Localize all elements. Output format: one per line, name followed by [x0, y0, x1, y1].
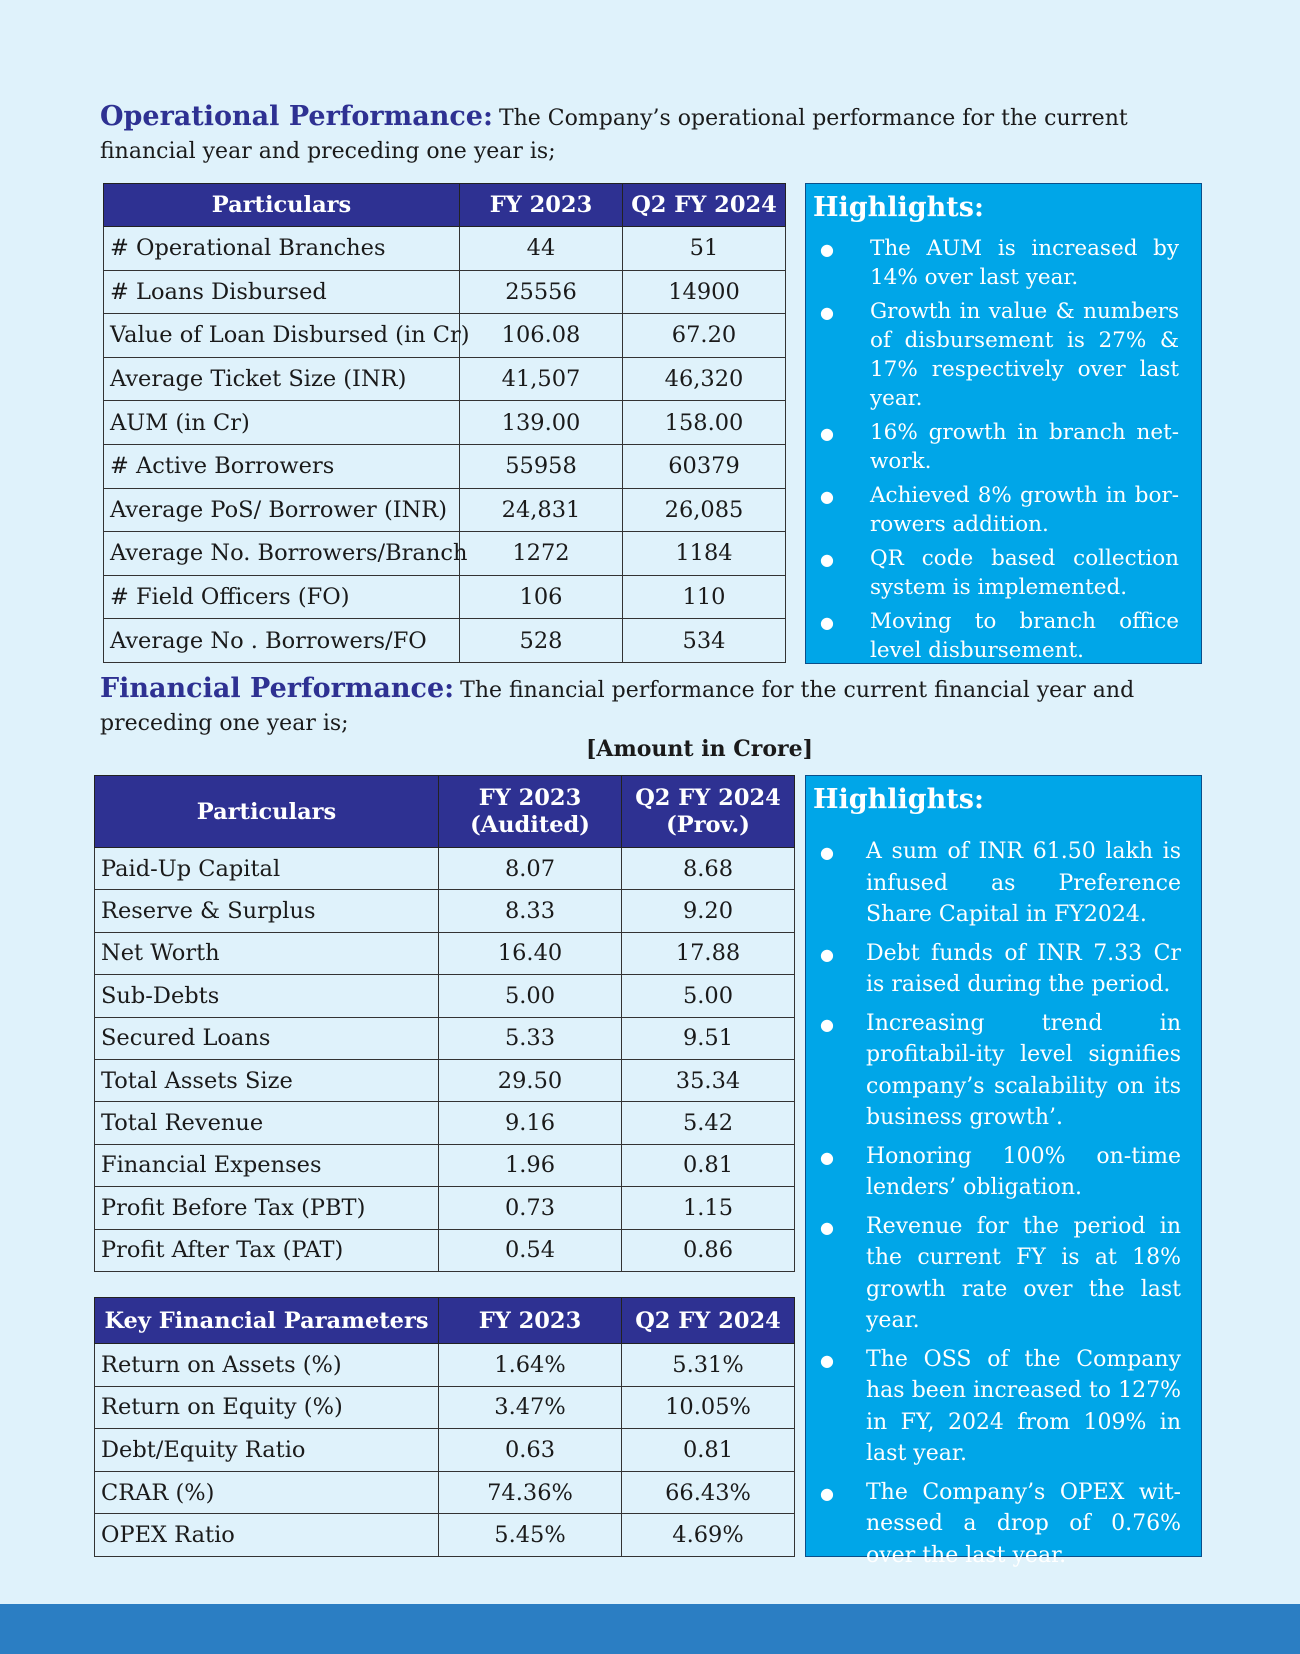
bullet-icon: ●	[820, 487, 834, 506]
q2fy2024-value: 5.31%	[622, 1344, 795, 1387]
operational-intro-text: The Company’s operational performance for the current financial year and preceding one year is;	[100, 106, 1128, 164]
financial-table	[94, 775, 795, 1272]
q2fy2024-value: 46,320	[623, 357, 786, 401]
financial-highlights-box	[805, 775, 1202, 1568]
fy2023-value: 528	[460, 619, 623, 663]
header-fy2023: FY 2023	[478, 784, 582, 811]
highlight-text: Revenue for the period in the current FY is at 18% growth rate over the last year.	[866, 1213, 1181, 1333]
header-fy2023: FY 2023	[439, 1298, 622, 1344]
q2fy2024-value: 534	[623, 619, 786, 663]
row-label: Profit Before Tax (PBT)	[95, 1187, 439, 1229]
table-row	[95, 1429, 795, 1472]
fy2023-value: 44	[460, 227, 623, 271]
highlight-text: Increasing trend in profitabil-ity level signifies company’s scalability on its business growth’.	[866, 1010, 1181, 1130]
q2fy2024-value: 0.81	[622, 1144, 795, 1186]
fy2023-value: 0.54	[439, 1229, 622, 1271]
bullet-icon: ●	[820, 1483, 834, 1503]
operational-highlights-list	[806, 234, 1201, 670]
row-label: OPEX Ratio	[95, 1514, 439, 1557]
header-audited: (Audited)	[470, 811, 590, 838]
row-label: # Field Officers (FO)	[104, 575, 460, 619]
table-row	[104, 575, 786, 619]
bullet-icon: ●	[820, 1147, 834, 1167]
operational-intro	[100, 100, 1208, 168]
q2fy2024-value: 66.43%	[622, 1471, 795, 1514]
fy2023-value: 29.50	[439, 1059, 622, 1101]
fy2023-value: 106	[460, 575, 623, 619]
fy2023-value: 0.73	[439, 1187, 622, 1229]
q2fy2024-value: 9.51	[622, 1017, 795, 1059]
table-row	[104, 532, 786, 576]
bullet-icon: ●	[820, 944, 834, 964]
header-fy2023-audited	[439, 776, 622, 848]
highlight-item	[806, 607, 1201, 665]
q2fy2024-value: 158.00	[623, 401, 786, 445]
financial-intro-text: The financial performance for the current financial year and preceding one year is;	[100, 678, 1135, 736]
header-q2fy2024: Q2 FY 2024	[635, 784, 781, 811]
bullet-icon: ●	[820, 1350, 834, 1370]
q2fy2024-value: 35.34	[622, 1059, 795, 1101]
q2fy2024-value: 60379	[623, 444, 786, 488]
fy2023-value: 74.36%	[439, 1471, 622, 1514]
row-label: Total Revenue	[95, 1102, 439, 1144]
q2fy2024-value: 1184	[623, 532, 786, 576]
highlight-item	[806, 1211, 1201, 1337]
fy2023-value: 16.40	[439, 932, 622, 974]
footer-bar	[0, 1604, 1300, 1654]
fy2023-value: 3.47%	[439, 1386, 622, 1429]
financial-intro	[100, 672, 1208, 740]
table-row	[95, 1229, 795, 1271]
highlight-item	[806, 1141, 1201, 1204]
financial-highlights-title: Highlights:	[813, 784, 984, 815]
table-row	[95, 1144, 795, 1186]
bullet-icon: ●	[820, 1014, 834, 1034]
financial-title: Financial Performance:	[100, 673, 455, 704]
table-row	[95, 1059, 795, 1101]
fy2023-value: 106.08	[460, 314, 623, 358]
q2fy2024-value: 110	[623, 575, 786, 619]
row-label: Value of Loan Disbursed (in Cr)	[104, 314, 460, 358]
row-label: Average PoS/ Borrower (INR)	[104, 488, 460, 532]
q2fy2024-value: 1.15	[622, 1187, 795, 1229]
operational-table	[103, 183, 786, 663]
highlight-text: QR code based collection system is implemented.	[870, 546, 1179, 600]
bullet-icon: ●	[820, 613, 834, 632]
operational-highlights-title: Highlights:	[813, 192, 984, 223]
fy2023-value: 24,831	[460, 488, 623, 532]
table-row	[104, 314, 786, 358]
table-row	[95, 1017, 795, 1059]
highlight-item	[806, 418, 1201, 476]
q2fy2024-value: 0.81	[622, 1429, 795, 1472]
header-q2fy2024: Q2 FY 2024	[623, 184, 786, 227]
amount-note: [Amount in Crore]	[586, 736, 814, 762]
fy2023-value: 55958	[460, 444, 623, 488]
row-label: Reserve & Surplus	[95, 890, 439, 932]
bullet-icon: ●	[820, 240, 834, 259]
highlight-text: Growth in value & numbers of disbursement is 27% & 17% respectively over last year.	[870, 299, 1179, 411]
q2fy2024-value: 67.20	[623, 314, 786, 358]
row-label: Financial Expenses	[95, 1144, 439, 1186]
header-prov: (Prov.)	[666, 811, 750, 838]
highlight-item	[806, 1477, 1201, 1572]
bullet-icon: ●	[820, 303, 834, 322]
row-label: # Operational Branches	[104, 227, 460, 271]
table-row	[95, 1102, 795, 1144]
financial-highlights-list	[806, 836, 1201, 1578]
highlight-item	[806, 1008, 1201, 1134]
row-label: # Loans Disbursed	[104, 270, 460, 314]
table-row	[95, 1386, 795, 1429]
highlight-item	[806, 938, 1201, 1001]
header-particulars: Particulars	[95, 776, 439, 848]
row-label: Paid-Up Capital	[95, 848, 439, 890]
q2fy2024-value: 0.86	[622, 1229, 795, 1271]
highlight-item	[806, 481, 1201, 539]
table-row	[95, 932, 795, 974]
header-q2fy2024: Q2 FY 2024	[622, 1298, 795, 1344]
table-row	[95, 1514, 795, 1557]
key-parameters-table	[94, 1297, 795, 1557]
highlight-text: A sum of INR 61.50 lakh is infused as Preference Share Capital in FY2024.	[866, 839, 1181, 927]
highlight-text: The OSS of the Company has been increased to 127% in FY, 2024 from 109% in last year.	[866, 1346, 1181, 1466]
fy2023-value: 25556	[460, 270, 623, 314]
table-header-row	[95, 776, 795, 848]
q2fy2024-value: 9.20	[622, 890, 795, 932]
table-row	[104, 227, 786, 271]
table-row	[104, 488, 786, 532]
highlight-text: Debt funds of INR 7.33 Cr is raised during the period.	[866, 940, 1181, 997]
table-header-row	[95, 1298, 795, 1344]
fy2023-value: 5.33	[439, 1017, 622, 1059]
table-header-row	[104, 184, 786, 227]
row-label: Average No . Borrowers/FO	[104, 619, 460, 663]
table-row	[95, 1471, 795, 1514]
header-particulars: Particulars	[104, 184, 460, 227]
bullet-icon: ●	[820, 550, 834, 569]
highlight-text: 16% growth in branch net-work.	[870, 420, 1179, 474]
highlight-item	[806, 836, 1201, 931]
q2fy2024-value: 8.68	[622, 848, 795, 890]
fy2023-value: 5.45%	[439, 1514, 622, 1557]
row-label: # Active Borrowers	[104, 444, 460, 488]
fy2023-value: 41,507	[460, 357, 623, 401]
highlight-item	[806, 1344, 1201, 1470]
header-fy2023: FY 2023	[460, 184, 623, 227]
highlight-item	[806, 234, 1201, 292]
q2fy2024-value: 10.05%	[622, 1386, 795, 1429]
bullet-icon: ●	[820, 424, 834, 443]
row-label: Average Ticket Size (INR)	[104, 357, 460, 401]
table-row	[95, 975, 795, 1017]
row-label: Sub-Debts	[95, 975, 439, 1017]
header-key-parameters: Key Financial Parameters	[95, 1298, 439, 1344]
table-row	[104, 401, 786, 445]
table-row	[95, 1187, 795, 1229]
row-label: Secured Loans	[95, 1017, 439, 1059]
table-row	[104, 357, 786, 401]
row-label: Net Worth	[95, 932, 439, 974]
row-label: Total Assets Size	[95, 1059, 439, 1101]
row-label: AUM (in Cr)	[104, 401, 460, 445]
table-row	[104, 619, 786, 663]
highlight-item	[806, 297, 1201, 413]
q2fy2024-value: 17.88	[622, 932, 795, 974]
fy2023-value: 8.07	[439, 848, 622, 890]
table-row	[104, 444, 786, 488]
highlight-text: Moving to branch office level disbursement.	[870, 609, 1179, 663]
row-label: Average No. Borrowers/Branch	[104, 532, 460, 576]
highlight-text: Achieved 8% growth in bor-rowers addition.	[870, 483, 1179, 537]
bullet-icon: ●	[820, 843, 834, 862]
row-label: CRAR (%)	[95, 1471, 439, 1514]
operational-highlights-box	[805, 183, 1202, 664]
q2fy2024-value: 26,085	[623, 488, 786, 532]
table-row	[104, 270, 786, 314]
table-row	[95, 890, 795, 932]
table-row	[95, 848, 795, 890]
q2fy2024-value: 51	[623, 227, 786, 271]
fy2023-value: 9.16	[439, 1102, 622, 1144]
fy2023-value: 5.00	[439, 975, 622, 1017]
table-row	[95, 1344, 795, 1387]
fy2023-value: 1.96	[439, 1144, 622, 1186]
row-label: Return on Assets (%)	[95, 1344, 439, 1387]
header-q2fy2024-prov	[622, 776, 795, 848]
fy2023-value: 0.63	[439, 1429, 622, 1472]
bullet-icon: ●	[820, 1217, 834, 1237]
fy2023-value: 1.64%	[439, 1344, 622, 1387]
highlight-text: The Company’s OPEX wit-nessed a drop of 0.76% over the last year.	[866, 1479, 1181, 1568]
q2fy2024-value: 14900	[623, 270, 786, 314]
highlight-item	[806, 544, 1201, 602]
operational-title: Operational Performance:	[100, 101, 493, 132]
row-label: Profit After Tax (PAT)	[95, 1229, 439, 1271]
fy2023-value: 1272	[460, 532, 623, 576]
fy2023-value: 139.00	[460, 401, 623, 445]
q2fy2024-value: 5.42	[622, 1102, 795, 1144]
q2fy2024-value: 5.00	[622, 975, 795, 1017]
row-label: Return on Equity (%)	[95, 1386, 439, 1429]
fy2023-value: 8.33	[439, 890, 622, 932]
q2fy2024-value: 4.69%	[622, 1514, 795, 1557]
highlight-text: The AUM is increased by 14% over last year.	[870, 236, 1179, 290]
highlight-text: Honoring 100% on-time lenders’ obligation.	[866, 1143, 1181, 1200]
row-label: Debt/Equity Ratio	[95, 1429, 439, 1472]
